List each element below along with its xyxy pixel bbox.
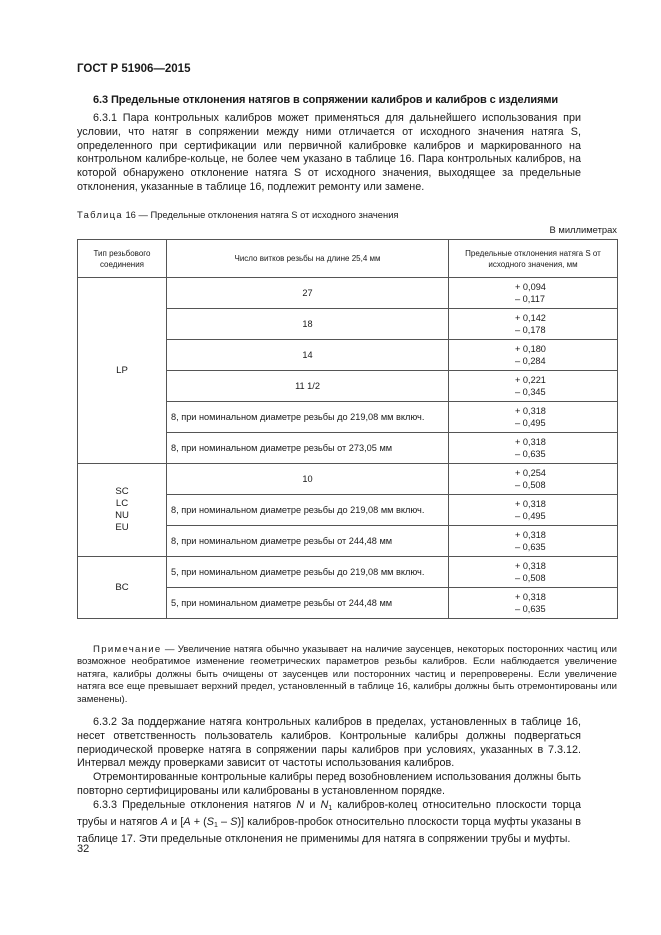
deviation-minus: – 0,495 — [515, 418, 546, 428]
turns-cell: 10 — [167, 464, 449, 495]
table-row — [78, 557, 618, 588]
paragraph-6-3-2 — [77, 716, 581, 799]
deviation-plus: + 0,318 — [515, 561, 546, 571]
turns-cell: 5, при номинальном диаметре резьбы до 219,08 мм включ. — [167, 557, 449, 588]
turns-cell: 8, при номинальном диаметре резьбы от 273,05 мм — [167, 433, 449, 464]
turns-cell: 8, при номинальном диаметре резьбы до 219,08 мм включ. — [167, 402, 449, 433]
deviation-plus: + 0,318 — [515, 499, 546, 509]
section-title: 6.3 Предельные отклонения натягов в сопряжении калибров и калибров с изделиями — [93, 94, 559, 106]
page-number: 32 — [77, 843, 90, 855]
deviation-cell — [449, 495, 618, 526]
turns-cell: 27 — [167, 278, 449, 309]
note-text: — Увеличение натяга обычно указывает на наличие заусенцев, некоторых посторонних частиц или возможное необратимое изменение геометрических параметров резьбы калибров. Если наблюдается увеличение натяга, калибры должны быть очищены от заусенцев или посторонних частиц и перепроверены. Если увеличение натяга все еще превышает верхний предел, установленный в таблице 16, калибры должны быть отремонтированы или заменены). — [77, 644, 617, 705]
deviation-cell — [449, 309, 618, 340]
deviation-plus: + 0,180 — [515, 344, 546, 354]
deviation-cell — [449, 371, 618, 402]
table-note — [77, 644, 617, 706]
thread-type-label: SC — [115, 486, 129, 497]
thread-type-label: NU — [115, 510, 129, 521]
thread-type-cell — [78, 278, 167, 464]
deviation-minus: – 0,508 — [515, 480, 546, 490]
deviation-cell — [449, 402, 618, 433]
deviation-minus: – 0,508 — [515, 573, 546, 583]
deviation-plus: + 0,094 — [515, 282, 546, 292]
paragraph-6-3-1 — [77, 112, 581, 195]
deviation-minus: – 0,117 — [515, 294, 545, 304]
deviation-cell — [449, 433, 618, 464]
table-row — [78, 464, 618, 495]
paragraph-6-3-1-text: 6.3.1 Пара контрольных калибров может применяться для дальнейшего использования при условии, что натяг в сопряжении между ними отличается от исходного значения натяга S, определенного при сертификации или первичной калибровке калибров и маркированного на контрольном калибре-кольце, не более чем указано в таблице 16. Пара контрольных калибров, на которой обнаружено отклонение натяга S от исходного значения, выходящее за предельные отклонения, указанные в таблице 16, подлежит ремонту или замене. — [77, 112, 581, 193]
deviation-plus: + 0,142 — [515, 313, 546, 323]
deviation-plus: + 0,318 — [515, 437, 546, 447]
thread-type-cell — [78, 557, 167, 619]
table-units: В миллиметрах — [549, 224, 617, 235]
header-type: Тип резьбового соединения — [78, 240, 167, 278]
thread-type-label: BC — [115, 581, 129, 593]
table-caption — [77, 209, 399, 220]
paragraph-6-3-3: 6.3.3 Предельные отклонения натягов N и $N_1$ калибров-колец относительно плоскости торца трубы и натягов A и $[A + (S_1 - S)]$ калибров-пробок относительно плоскости торца муфты указаны в таблице 17. Эти предельные отклонения не применимы для натяга в сопряжении трубы и муфты. — [77, 799, 582, 845]
deviation-minus: – 0,635 — [515, 542, 546, 552]
deviation-plus: + 0,318 — [515, 530, 546, 540]
turns-cell: 8, при номинальном диаметре резьбы от 244,48 мм — [167, 526, 449, 557]
deviation-minus: – 0,284 — [515, 356, 546, 366]
deviation-minus: – 0,345 — [515, 387, 546, 397]
header-turns: Число витков резьбы на длине 25,4 мм — [167, 240, 449, 278]
table-row — [78, 278, 618, 309]
table-body — [78, 278, 618, 619]
header-deviation: Предельные отклонения натяга S от исходного значения, мм — [449, 240, 618, 278]
turns-cell: 14 — [167, 340, 449, 371]
deviation-plus: + 0,254 — [515, 468, 546, 478]
deviation-cell — [449, 526, 618, 557]
standard-header: ГОСТ Р 51906—2015 — [77, 63, 191, 75]
turns-cell: 11 1/2 — [167, 371, 449, 402]
deviation-cell — [449, 340, 618, 371]
deviation-minus: – 0,635 — [515, 449, 546, 459]
turns-cell: 8, при номинальном диаметре резьбы до 219,08 мм включ. — [167, 495, 449, 526]
deviation-minus: – 0,178 — [515, 325, 546, 335]
deviation-minus: – 0,635 — [515, 604, 546, 614]
deviation-cell — [449, 557, 618, 588]
deviation-cell — [449, 278, 618, 309]
table-caption-prefix: Таблица — [77, 209, 123, 220]
thread-type-label: LP — [116, 364, 128, 376]
thread-type-label: EU — [115, 522, 129, 533]
thread-type-label: LC — [115, 498, 129, 509]
deviation-minus: – 0,495 — [515, 511, 546, 521]
turns-cell: 5, при номинальном диаметре резьбы от 244,48 мм — [167, 588, 449, 619]
turns-cell: 18 — [167, 309, 449, 340]
thread-type-cell — [78, 464, 167, 557]
deviation-table — [77, 239, 618, 619]
deviation-plus: + 0,221 — [515, 375, 546, 385]
deviation-plus: + 0,318 — [515, 592, 546, 602]
table-caption-text: 16 — Предельные отклонения натяга S от исходного значения — [122, 209, 399, 220]
deviation-cell — [449, 588, 618, 619]
deviation-plus: + 0,318 — [515, 406, 546, 416]
deviation-cell — [449, 464, 618, 495]
note-label: Примечание — [93, 644, 162, 655]
paragraph-6-3-2-text: 6.3.2 За поддержание натяга контрольных калибров в пределах, установленных в таблице 16, несет ответственность пользователь калибров. Контрольные калибры должны подвергаться периодической проверке натяга в сопряжении пары калибров при условиях, указанных в 7.3.12. Интервал между проверками зависит от частоты использования калибров. — [77, 716, 581, 770]
paragraph-6-3-2-text-2: Отремонтированные контрольные калибры перед возобновлением использования должны быть повторно сертифицированы или калиброваны в установленном порядке. — [77, 771, 581, 797]
